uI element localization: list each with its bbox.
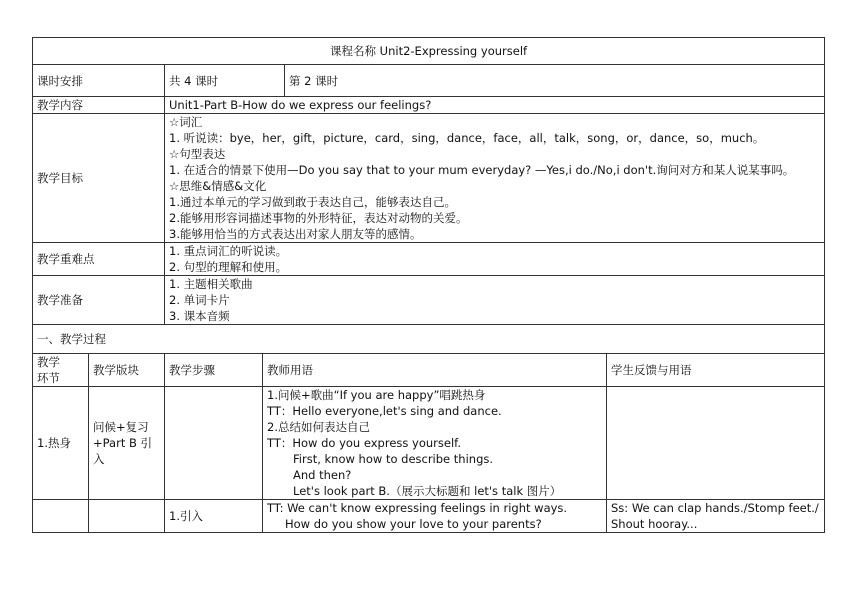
- row-module: [89, 500, 165, 533]
- column-header-teacher: 教师用语: [263, 354, 607, 387]
- column-header-stage: 教学 环节: [33, 354, 89, 387]
- goals-content: [165, 114, 825, 243]
- teacher-line: TT：How do you express yourself.: [267, 436, 462, 450]
- row-stage: 1.热身: [33, 387, 89, 500]
- row-teacher: [263, 387, 607, 500]
- row-stage: [33, 500, 89, 533]
- content-label: 教学内容: [33, 97, 165, 114]
- column-header-module: 教学版块: [89, 354, 165, 387]
- schedule-label: 课时安排: [33, 65, 165, 97]
- key-point-line: 1. 重点词汇的听说读。: [169, 244, 288, 258]
- schedule-total: 共 4 课时: [165, 65, 285, 97]
- goal-line: 1. 在适合的情景下使用—Do you say that to your mum everyday? —Yes,i do./No,i don't.询问对方和某人说某事吗。: [169, 163, 795, 177]
- goal-line: ☆思维&情感&文化: [169, 179, 267, 193]
- key-point-line: 2. 句型的理解和使用。: [169, 260, 288, 274]
- row-module: 问候+复习 +Part B 引 入: [89, 387, 165, 500]
- column-header-student: 学生反馈与用语: [607, 354, 825, 387]
- goal-line: 1. 听说读：bye，her，gift，picture，card，sing，dance，face，all，talk，song，or，dance，so，much。: [169, 131, 765, 145]
- goal-line: ☆词汇: [169, 115, 203, 129]
- preparation-line: 2. 单词卡片: [169, 293, 230, 307]
- row-step: 1.引入: [165, 500, 263, 533]
- goal-line: 2.能够用形容词描述事物的外形特征，表达对动物的关爱。: [169, 211, 468, 225]
- teacher-line: And then?: [293, 468, 352, 482]
- goal-line: 1.通过本单元的学习做到敢于表达自己，能够表达自己。: [169, 195, 456, 209]
- row-student: Ss: We can clap hands./Stomp feet./ Shout hooray...: [607, 500, 825, 533]
- course-name: 课程名称 Unit2-Expressing yourself: [33, 38, 825, 65]
- teacher-line: TT: We can't know expressing feelings in right ways.: [267, 501, 568, 515]
- preparation-line: 1. 主题相关歌曲: [169, 277, 253, 291]
- row-student: [607, 387, 825, 500]
- teacher-line: 1.问候+歌曲“If you are happy”唱跳热身: [267, 388, 486, 402]
- teacher-line: First, know how to describe things.: [293, 452, 494, 466]
- column-header-step: 教学步骤: [165, 354, 263, 387]
- lesson-plan: [32, 37, 824, 533]
- key-points-content: [165, 243, 825, 276]
- preparation-content: [165, 276, 825, 325]
- goal-line: 3.能够用恰当的方式表达出对家人朋友等的感情。: [169, 227, 422, 241]
- process-heading: 一、教学过程: [33, 325, 825, 354]
- row-step: [165, 387, 263, 500]
- row-teacher: [263, 500, 607, 533]
- lesson-plan-table: [32, 37, 825, 533]
- schedule-current: 第 2 课时: [285, 65, 825, 97]
- goal-line: ☆句型表达: [169, 147, 226, 161]
- preparation-line: 3. 课本音频: [169, 309, 230, 323]
- teacher-line: TT：Hello everyone,let's sing and dance.: [267, 404, 502, 418]
- teacher-line: Let's look part B.（展示大标题和 let's talk 图片）: [293, 484, 562, 498]
- teacher-line: How do you show your love to your parents?: [285, 517, 542, 531]
- preparation-label: 教学准备: [33, 276, 165, 325]
- teacher-line: 2.总结如何表达自己: [267, 420, 370, 434]
- goals-label: 教学目标: [33, 114, 165, 243]
- content-value: Unit1-Part B-How do we express our feelings?: [165, 97, 825, 114]
- key-points-label: 教学重难点: [33, 243, 165, 276]
